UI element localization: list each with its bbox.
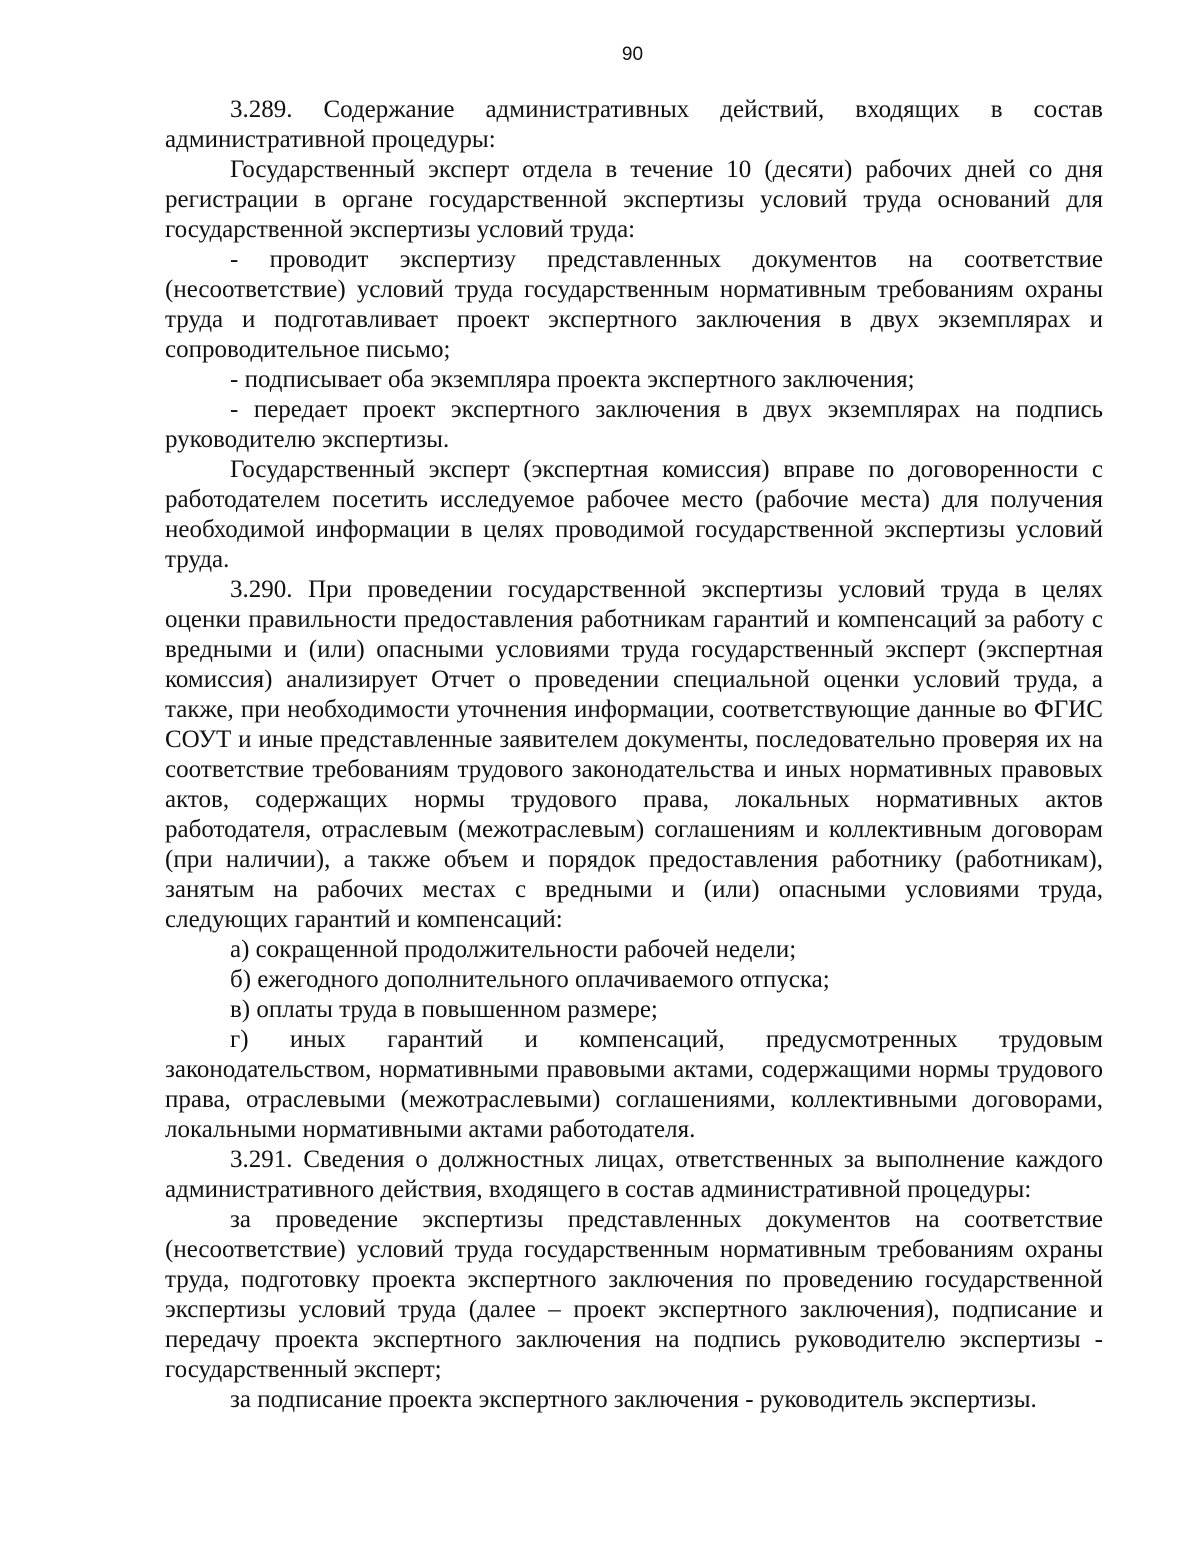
paragraph-3-290: 3.290. При проведении государственной экспертизы условий труда в целях оценки правильности предоставления работникам гарантий и компенсаций за работу с вредными и (или) опасными условиями труда государственный эксперт (экспертная комиссия) анализирует Отчет о проведении специальной оценки условий труда, а также, при необходимости уточнения информации, соответствующие данные во ФГИС СОУТ и иные представленные заявителем документы, последовательно проверяя их на соответствие требованиям трудового законодательства и иных нормативных правовых актов, содержащих нормы трудового права, локальных нормативных актов работодателя, отраслевым (межотраслевым) соглашениям и коллективным договорам (при наличии), а также объем и порядок предоставления работнику (работникам), занятым на рабочих местах с вредными и (или) опасными условиями труда, следующих гарантий и компенсаций: bbox=[165, 576, 1103, 933]
paragraph-responsible-expert: за проведение экспертизы представленных документов на соответствие (несоответствие) условий труда государственным нормативным требованиям охраны труда, подготовку проекта экспертного заключения по проведению государственной экспертизы условий труда (далее – проект экспертного заключения), подписание и передачу проекта экспертного заключения на подпись руководителю экспертизы - государственный эксперт; bbox=[165, 1206, 1103, 1383]
list-item-conducts-expertise: - проводит экспертизу представленных документов на соответствие (несоответствие) условий труда государственным нормативным требованиям охраны труда и подготавливает проект экспертного заключения в двух экземплярах и сопроводительное письмо; bbox=[165, 246, 1103, 363]
page-number: 90 bbox=[621, 44, 644, 65]
paragraph-expert-duties: Государственный эксперт отдела в течение 10 (десяти) рабочих дней со дня регистрации в органе государственной экспертизы условий труда оснований для государственной экспертизы условий труда: bbox=[165, 156, 1103, 243]
list-item-b: б) ежегодного дополнительного оплачиваемого отпуска; bbox=[230, 966, 830, 993]
list-item-signs-copies: - подписывает оба экземпляра проекта экспертного заключения; bbox=[230, 366, 915, 393]
paragraph-3-291: 3.291. Сведения о должностных лицах, ответственных за выполнение каждого административного действия, входящего в состав административной процедуры: bbox=[165, 1146, 1103, 1203]
paragraph-site-visit: Государственный эксперт (экспертная комиссия) вправе по договоренности с работодателем посетить исследуемое рабочее место (рабочие места) для получения необходимой информации в целях проводимой государственной экспертизы условий труда. bbox=[165, 456, 1103, 573]
list-item-v: в) оплаты труда в повышенном размере; bbox=[230, 996, 658, 1023]
paragraph-3-289: 3.289. Содержание административных действий, входящих в состав административной процедуры: bbox=[165, 96, 1103, 153]
list-item-g: г) иных гарантий и компенсаций, предусмотренных трудовым законодательством, нормативными правовыми актами, содержащими нормы трудового права, отраслевыми (межотраслевыми) соглашениями, коллективными договорами, локальными нормативными актами работодателя. bbox=[165, 1026, 1103, 1143]
list-item-transfers-draft: - передает проект экспертного заключения в двух экземплярах на подпись руководителю экспертизы. bbox=[165, 396, 1103, 453]
document-body bbox=[165, 95, 1103, 1415]
list-item-a: а) сокращенной продолжительности рабочей недели; bbox=[230, 936, 797, 963]
paragraph-responsible-head: за подписание проекта экспертного заключения - руководитель экспертизы. bbox=[230, 1386, 1037, 1413]
